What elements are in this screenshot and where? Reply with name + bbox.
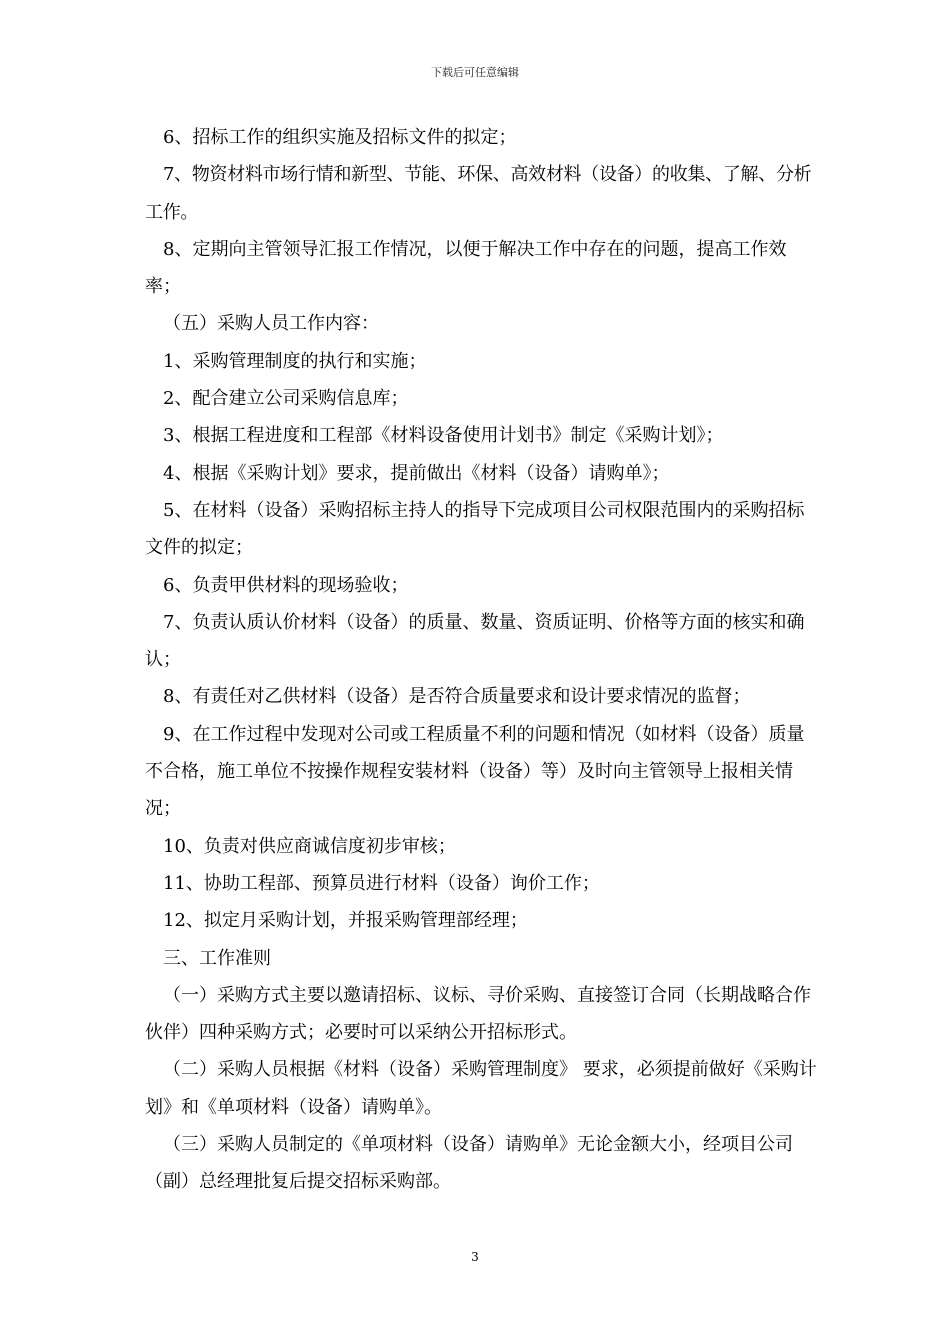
paragraph-3: 8、定期向主管领导汇报工作情况，以便于解决工作中存在的问题，提高工作效率；	[145, 238, 787, 298]
paragraph-1: 6、招标工作的组织实施及招标文件的拟定；	[163, 127, 517, 148]
paragraph-12: 8、有责任对乙供材料（设备）是否符合质量要求和设计要求情况的监督；	[163, 686, 751, 708]
page-number: 3	[471, 1250, 479, 1264]
paragraph-15: 11、协助工程部、预算员进行材料（设备）询价工作；	[163, 872, 600, 894]
paragraph-14: 10、负责对供应商诚信度初步审核；	[163, 835, 456, 857]
paragraph-9: 5、在材料（设备）采购招标主持人的指导下完成项目公司权限范围内的采购招标文件的拟定；	[145, 499, 805, 559]
paragraph-16: 12、拟定月采购计划，并报采购管理部经理；	[163, 910, 528, 932]
paragraph-19: （二）采购人员根据《材料（设备）采购管理制度》 要求，必须提前做好《采购计划》和《单项材料（设备）请购单》。	[145, 1059, 817, 1118]
paragraph-18: （一）采购方式主要以邀请招标、议标、寻价采购、直接签订合同（长期战略合作伙伴）四种采购方式；必要时可以采纳公开招标形式。	[145, 984, 811, 1044]
page-header: 下载后可任意编辑	[431, 66, 519, 79]
section-heading-five: （五）采购人员工作内容：	[163, 313, 379, 335]
paragraph-6: 2、配合建立公司采购信息库；	[163, 388, 409, 410]
paragraph-10: 6、负责甲供材料的现场验收；	[163, 574, 409, 596]
paragraph-11: 7、负责认质认价材料（设备）的质量、数量、资质证明、价格等方面的核实和确认；	[145, 611, 805, 671]
paragraph-2: 7、物资材料市场行情和新型、节能、环保、高效材料（设备）的收集、了解、分析工作。	[145, 164, 812, 223]
paragraph-8: 4、根据《采购计划》要求，提前做出《材料（设备）请购单》；	[163, 462, 670, 484]
document-body	[145, 119, 817, 1201]
paragraph-7: 3、根据工程进度和工程部《材料设备使用计划书》制定《采购计划》；	[163, 425, 724, 447]
paragraph-13: 9、在工作过程中发现对公司或工程质量不利的问题和情况（如材料（设备）质量不合格，施工单位不按操作规程安装材料（设备）等）及时向主管领导上报相关情况；	[145, 723, 805, 820]
section-heading-three: 三、工作准则	[163, 947, 271, 969]
paragraph-20: （三）采购人员制定的《单项材料（设备）请购单》无论金额大小，经项目公司（副）总经理批复后提交招标采购部。	[145, 1134, 793, 1193]
paragraph-5: 1、采购管理制度的执行和实施；	[163, 350, 427, 372]
